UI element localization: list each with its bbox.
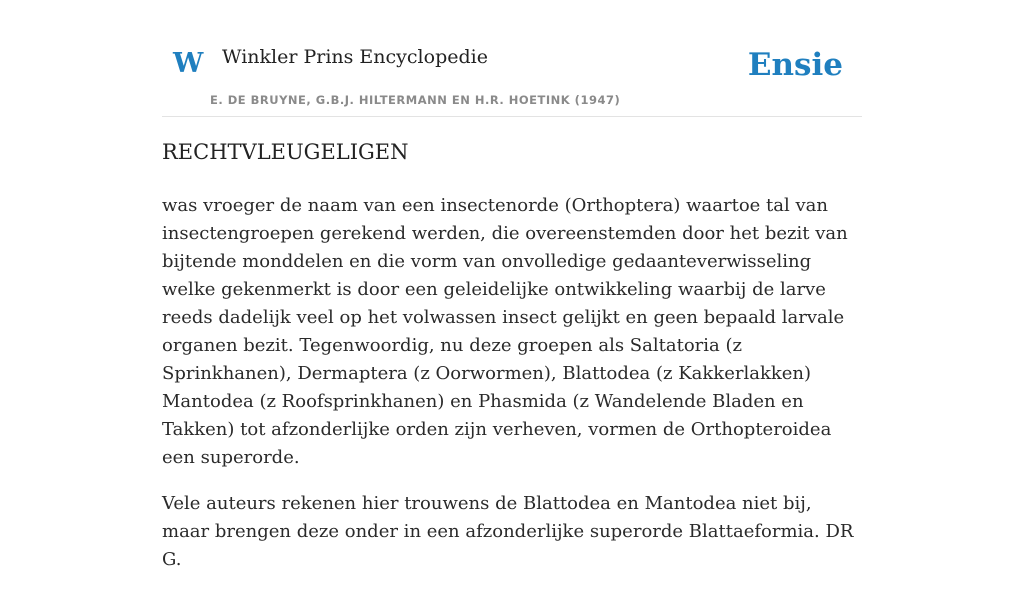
entry-paragraph: Vele auteurs rekenen hier trouwens de Blattodea en Mantodea niet bij, maar brengen deze onder in een afzonderlijke superorde Blattaeformia. DR G. — [162, 493, 854, 570]
entry-body — [162, 192, 862, 592]
authors-line: E. DE BRUYNE, G.B.J. HILTERMANN EN H.R. HOETINK (1947) — [210, 93, 621, 107]
header — [162, 0, 862, 117]
entry-paragraph: was vroeger de naam van een insectenorde (Orthoptera) waartoe tal van insectengroepen gerekend werden, die overeenstemden door het bezit van bijtende monddelen en die vorm van onvolledige gedaanteverwisseling welke gekenmerkt is door een geleidelijke ontwikkeling waarbij de larve reeds dadelijk veel op het volwassen insect gelijkt en geen bepaald larvale organen bezit. Tegenwoordig, nu deze groepen als Saltatoria (z Sprinkhanen), Dermaptera (z Oorwormen), Blattodea (z Kakkerlakken) Mantodea (z Roofsprinkhanen) en Phasmida (z Wandelende Bladen en Takken) tot afzonderlijke orden zijn verheven, vormen de Orthopteroidea een superorde. — [162, 195, 848, 468]
winkler-prins-logo[interactable]: W — [173, 48, 204, 79]
article-container — [162, 0, 862, 570]
ensie-logo[interactable]: Ensie — [747, 47, 843, 83]
book-title[interactable]: Winkler Prins Encyclopedie — [222, 46, 488, 68]
entry-title: RECHTVLEUGELIGEN — [162, 140, 409, 164]
